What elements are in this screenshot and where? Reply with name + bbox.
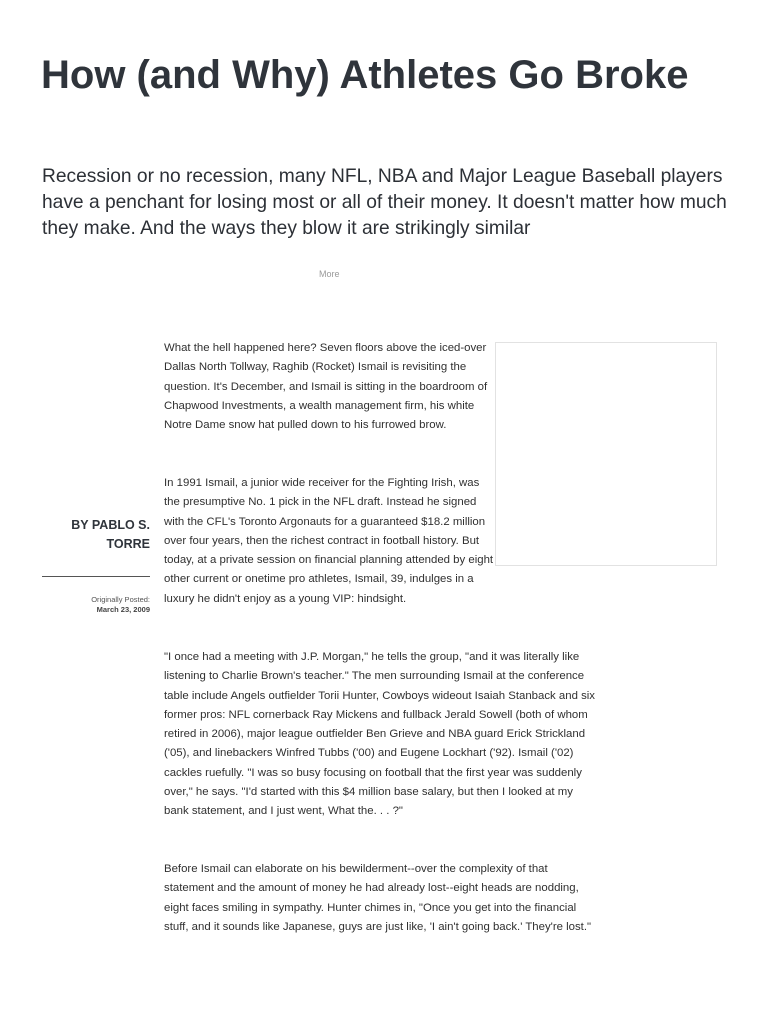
posted-label: Originally Posted: <box>91 595 150 604</box>
posted-date: March 23, 2009 <box>96 605 150 614</box>
article-paragraph: In 1991 Ismail, a junior wide receiver for the Fighting Irish, was the presumptive No. 1 pick in the NFL draft. Instead he signed with the CFL's Toronto Argonauts for a guaranteed $18.2 million over four years, then the richest contract in football history. But today, at a private session on financial planning attended by eight other current or onetime pro athletes, Ismail, 39, indulges in a luxury he didn't enjoy as a young VIP: hindsight. <box>164 477 494 605</box>
byline <box>40 516 150 554</box>
byline-prefix: BY <box>71 518 89 532</box>
ad-placeholder <box>495 342 717 566</box>
article-paragraph: Before Ismail can elaborate on his bewilderment--over the complexity of that statement and the amount of money he had already lost--eight heads are nodding, eight faces smiling in sympathy. Hunter chimes in, "Once you get into the financial stuff, and it sounds like Japanese, guys are just like, 'I ain't going back.' They're lost." <box>164 863 592 933</box>
byline-divider <box>42 576 150 577</box>
more-link[interactable]: More <box>319 269 340 279</box>
author-name[interactable]: PABLO S. TORRE <box>91 518 150 551</box>
article-paragraph: What the hell happened here? Seven floors above the iced-over Dallas North Tollway, Raghib (Rocket) Ismail is revisiting the question. It's December, and Ismail is sitting in the boardroom of Chapwood Investments, a wealth management firm, his white Notre Dame snow hat pulled down to his furrowed brow. <box>164 342 488 432</box>
posted-info <box>40 595 150 615</box>
article-title: How (and Why) Athletes Go Broke <box>41 53 689 97</box>
article-subtitle: Recession or no recession, many NFL, NBA and Major League Baseball players have a penchant for losing most or all of their money. It doesn't matter how much they make. And the ways they blow it are strikingly similar <box>42 166 727 239</box>
article-paragraph: "I once had a meeting with J.P. Morgan," he tells the group, "and it was literally like listening to Charlie Brown's teacher." The men surrounding Ismail at the conference table include Angels outfielder Torii Hunter, Cowboys wideout Isaiah Stanback and six former pros: NFL cornerback Ray Mickens and fullback Jerald Sowell (both of whom retired in 2006), major league outfielder Ben Grieve and NBA guard Erick Strickland ('05), and linebackers Winfred Tubbs ('00) and Eugene Lockhart ('92). Ismail ('02) cackles ruefully. "I was so busy focusing on football that the first year was suddenly over," he says. "I'd started with this $4 million base salary, but then I looked at my bank statement, and I just went, What the. . . ?" <box>164 651 595 818</box>
